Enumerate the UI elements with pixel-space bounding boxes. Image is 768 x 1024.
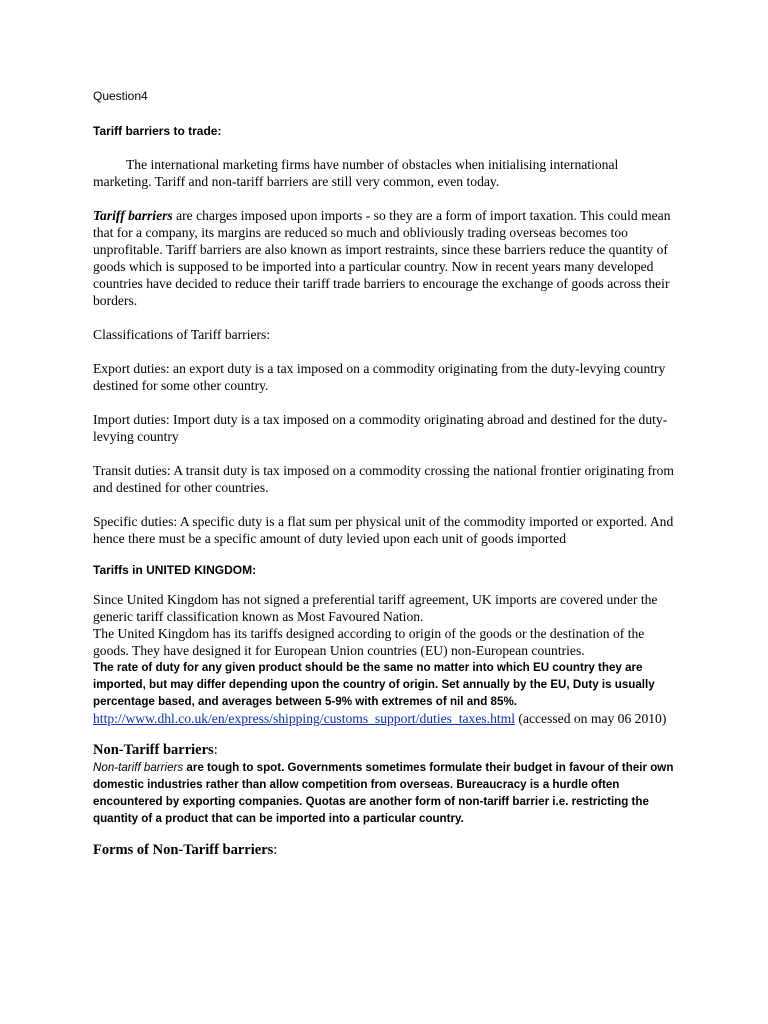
classification-specific-duties: Specific duties: A specific duty is a flat sum per physical unit of the commodity imported or exported. And hence there must be a specific amount of duty levied upon each unit of goods imported xyxy=(93,514,674,546)
forms-heading-text: Forms of Non-Tariff barriers xyxy=(93,842,274,858)
non-tariff-heading xyxy=(93,741,677,759)
uk-duty-rate-paragraph: The rate of duty for any given product should be the same no matter into which EU country they are imported, but may differ depending upon the country of origin. Set annually by the EU, Duty is usually percentage based, and averages between 5-9% with extremes of nil and 85%. xyxy=(93,661,655,708)
document-page xyxy=(93,86,677,859)
source-citation xyxy=(93,710,677,727)
tariff-definition-text: are charges imposed upon imports - so they are a form of import taxation. This could mean that for a company, its margins are reduced so much and obliviously trading overseas becomes too unprofitable. Tariff barriers are also known as import restraints, since these barriers reduce the quantity of goods which is supposed to be imported into a particular country. Now in recent years many developed countries have decided to reduce their tariff trade barriers to encourage the exchange of goods across their borders. xyxy=(93,208,671,308)
non-tariff-text: are tough to spot. Governments sometimes formulate their budget in favour of their own domestic industries rather than allow competition from overseas. Bureaucracy is a hurdle often encountered by exporting companies. Quotas are another form of non-tariff barrier i.e. restricting the quantity of a product that can be imported into a particular country. xyxy=(93,761,674,825)
uk-paragraph-1: Since United Kingdom has not signed a preferential tariff agreement, UK imports are covered under the generic tariff classification known as Most Favoured Nation. xyxy=(93,592,658,624)
tariff-definition-paragraph xyxy=(93,207,677,309)
uk-tariffs-heading: Tariffs in UNITED KINGDOM: xyxy=(93,563,257,577)
non-tariff-heading-text: Non-Tariff barriers xyxy=(93,742,214,758)
uk-paragraph-2: The United Kingdom has its tariffs designed according to origin of the goods or the destination of the goods. They have designed it for European Union countries (EU) non-European countries. xyxy=(93,626,645,658)
classifications-heading: Classifications of Tariff barriers: xyxy=(93,327,271,342)
non-tariff-paragraph xyxy=(93,759,677,827)
forms-heading-colon: : xyxy=(273,842,278,858)
non-tariff-heading-colon: : xyxy=(213,742,218,758)
question-label: Question4 xyxy=(93,89,148,103)
classification-export-duties: Export duties: an export duty is a tax imposed on a commodity originating from the duty-levying country destined for some other country. xyxy=(93,361,666,393)
classification-import-duties: Import duties: Import duty is a tax imposed on a commodity originating abroad and destined for the duty-levying country xyxy=(93,412,668,444)
dhl-duties-link[interactable]: http://www.dhl.co.uk/en/express/shipping/customs_support/duties_taxes.html xyxy=(93,711,516,726)
tariff-barriers-term: Tariff barriers xyxy=(93,208,173,223)
accessed-date: (accessed on may 06 2010) xyxy=(515,711,667,726)
classification-transit-duties: Transit duties: A transit duty is tax imposed on a commodity crossing the national frontier originating from and destined for other countries. xyxy=(93,463,674,495)
tariff-barriers-heading: Tariff barriers to trade: xyxy=(93,124,222,138)
forms-of-non-tariff-heading xyxy=(93,841,677,859)
intro-paragraph: The international marketing firms have number of obstacles when initialising international marketing. Tariff and non-tariff barriers are still very common, even today. xyxy=(93,157,619,189)
non-tariff-term: Non-tariff barriers xyxy=(93,761,184,774)
